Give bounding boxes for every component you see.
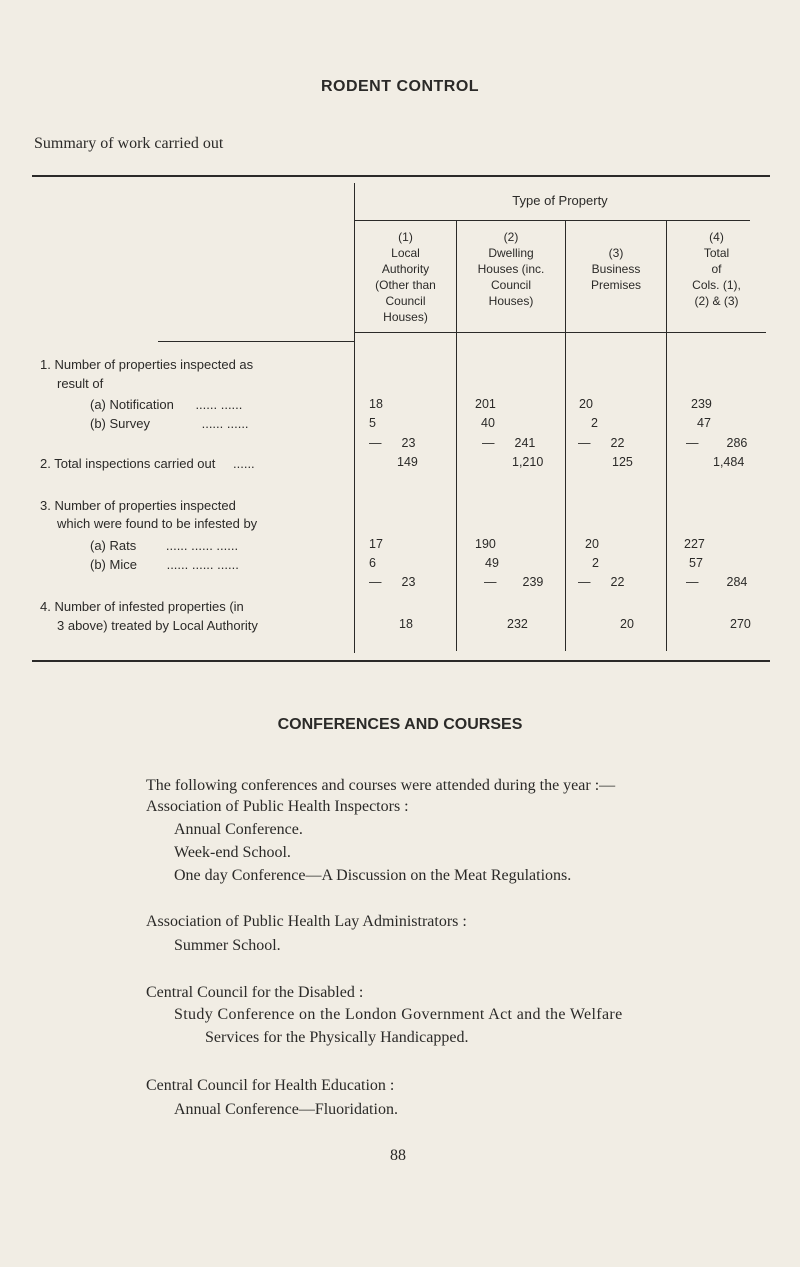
table-cell: 6: [369, 556, 376, 570]
table-cell: — 241: [482, 436, 536, 450]
table-cell: 2: [592, 556, 599, 570]
table-cell: 49: [485, 556, 499, 570]
row-label-treated-cont: 3 above) treated by Local Authority: [57, 618, 258, 633]
table-cell: 125: [612, 455, 633, 469]
table-top-rule: [32, 175, 770, 177]
table-cell: — 22: [578, 575, 625, 589]
section-heading: CONFERENCES AND COURSES: [277, 716, 523, 733]
page-number: 88: [390, 1147, 406, 1164]
group-header-rule: [354, 220, 750, 221]
organisation-name: Central Council for Health Education :: [146, 1077, 395, 1094]
table-cell: — 23: [369, 436, 416, 450]
page-title: RODENT CONTROL: [320, 78, 480, 95]
table-cell: 2: [591, 416, 598, 430]
table-cell: 17: [369, 537, 383, 551]
table-cell: 20: [585, 537, 599, 551]
table-cell: 149: [397, 455, 418, 469]
table-cell: 1,210: [512, 455, 544, 469]
row-label-mice: (b) Mice ...... ...... ......: [90, 557, 239, 572]
table-cell: — 23: [369, 575, 416, 589]
table-cell: 20: [620, 617, 634, 631]
table-cell: 47: [697, 416, 711, 430]
row-label-total-inspections: 2. Total inspections carried out ......: [40, 456, 255, 471]
intro-text: The following conferences and courses were attended during the year :—: [146, 777, 616, 794]
table-cell: — 22: [578, 436, 625, 450]
type-of-property-header: Type of Property: [512, 193, 608, 208]
table-cell: 40: [481, 416, 495, 430]
organisation-name: Association of Public Health Inspectors :: [146, 798, 409, 815]
table-cell: 232: [507, 617, 528, 631]
row-label-inspected-cont: result of: [57, 376, 104, 391]
table-cell: 5: [369, 416, 376, 430]
table-cell: 201: [475, 397, 496, 411]
table-cell: 18: [399, 617, 413, 631]
table-cell: — 286: [686, 436, 748, 450]
table-cell: 227: [684, 537, 705, 551]
table-cell: 57: [689, 556, 703, 570]
course-item: Annual Conference—Fluoridation.: [174, 1101, 398, 1118]
row-label-infested: 3. Number of properties inspected: [40, 498, 236, 513]
table-cell: 1,484: [713, 455, 745, 469]
table-bottom-rule: [32, 660, 770, 662]
column-header-dwelling-houses: (2) Dwelling Houses (inc. Council Houses): [477, 230, 545, 308]
row-label-notification: (a) Notification ...... ......: [90, 397, 243, 412]
course-item: Summer School.: [174, 937, 281, 954]
organisation-name: Central Council for the Disabled :: [146, 984, 364, 1001]
header-rule-right: [354, 332, 766, 333]
table-cell: 18: [369, 397, 383, 411]
table-caption: Summary of work carried out: [34, 135, 224, 152]
table-cell: — 239: [484, 575, 544, 589]
row-label-survey: (b) Survey ...... ......: [90, 416, 249, 431]
course-item: Study Conference on the London Government Act and the Welfare: [174, 1006, 623, 1023]
row-label-treated: 4. Number of infested properties (in: [40, 599, 244, 614]
row-label-infested-cont: which were found to be infested by: [57, 516, 258, 531]
course-item: Services for the Physically Handicapped.: [205, 1029, 469, 1046]
table-cell: 190: [475, 537, 496, 551]
organisation-name: Association of Public Health Lay Administrators :: [146, 913, 467, 930]
row-label-rats: (a) Rats ...... ...... ......: [90, 538, 239, 553]
row-label-inspected: 1. Number of properties inspected as: [40, 357, 254, 372]
table-cell: 239: [691, 397, 712, 411]
column-header-business-premises: (3) Business Premises: [590, 246, 641, 292]
table-cell: 20: [579, 397, 593, 411]
column-header-local-authority: (1) Local Authority (Other than Council Houses): [375, 230, 436, 324]
course-item: One day Conference—A Discussion on the Meat Regulations.: [174, 867, 572, 884]
course-item: Annual Conference.: [174, 821, 303, 838]
header-rule-left: [158, 341, 354, 342]
table-cell: — 284: [686, 575, 748, 589]
column-header-total: (4) Total of Cols. (1), (2) & (3): [692, 230, 741, 308]
course-item: Week-end School.: [174, 844, 291, 861]
table-cell: 270: [730, 617, 751, 631]
